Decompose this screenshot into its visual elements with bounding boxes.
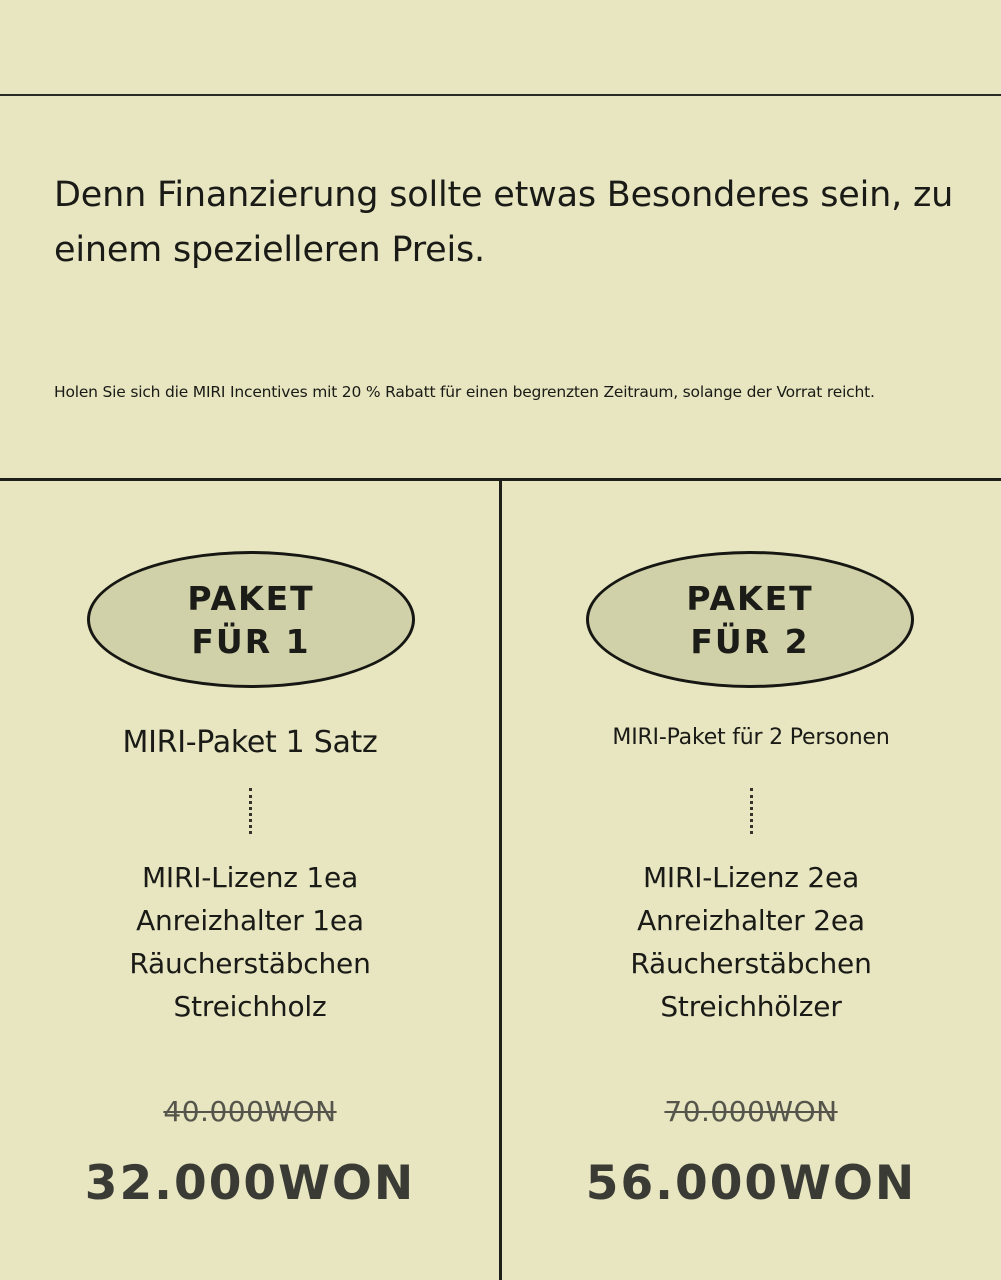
list-item: MIRI-Lizenz 2ea — [642, 861, 860, 894]
package-card-2[interactable] — [501, 480, 1001, 1280]
list-item: Streichhölzer — [660, 990, 842, 1023]
promo-subline: Holen Sie sich die MIRI Incentives mit 20 % Rabatt für einen begrenzten Zeitraum, solange der Vorrat reicht. — [54, 383, 875, 401]
sale-price: 32.000WON — [84, 1156, 416, 1211]
list-item: Räucherstäbchen — [129, 947, 371, 980]
package-items-list — [501, 856, 1001, 1028]
package-badge — [87, 551, 415, 688]
list-item: MIRI-Lizenz 1ea — [141, 861, 359, 894]
dotted-separator — [750, 788, 753, 834]
package-title: MIRI-Paket für 2 Personen — [612, 725, 890, 750]
sale-price: 56.000WON — [585, 1156, 917, 1211]
dotted-separator — [249, 788, 252, 834]
badge-line-2: FÜR 2 — [690, 621, 810, 661]
package-badge — [586, 551, 914, 688]
badge-line-1: PAKET — [187, 578, 315, 618]
list-item: Anreizhalter 1ea — [136, 904, 364, 937]
page-headline: Denn Finanzierung sollte etwas Besonderes sein, zu einem spezielleren Preis. — [54, 175, 954, 270]
package-items-list — [0, 856, 500, 1028]
old-price: 40.000WON — [163, 1095, 337, 1128]
package-title: MIRI-Paket 1 Satz — [122, 725, 378, 760]
top-divider — [0, 94, 1001, 96]
package-card-1[interactable] — [0, 480, 500, 1280]
list-item: Räucherstäbchen — [630, 947, 872, 980]
list-item: Anreizhalter 2ea — [637, 904, 865, 937]
list-item: Streichholz — [173, 990, 327, 1023]
badge-line-2: FÜR 1 — [191, 621, 311, 661]
old-price: 70.000WON — [664, 1095, 838, 1128]
badge-line-1: PAKET — [686, 578, 814, 618]
